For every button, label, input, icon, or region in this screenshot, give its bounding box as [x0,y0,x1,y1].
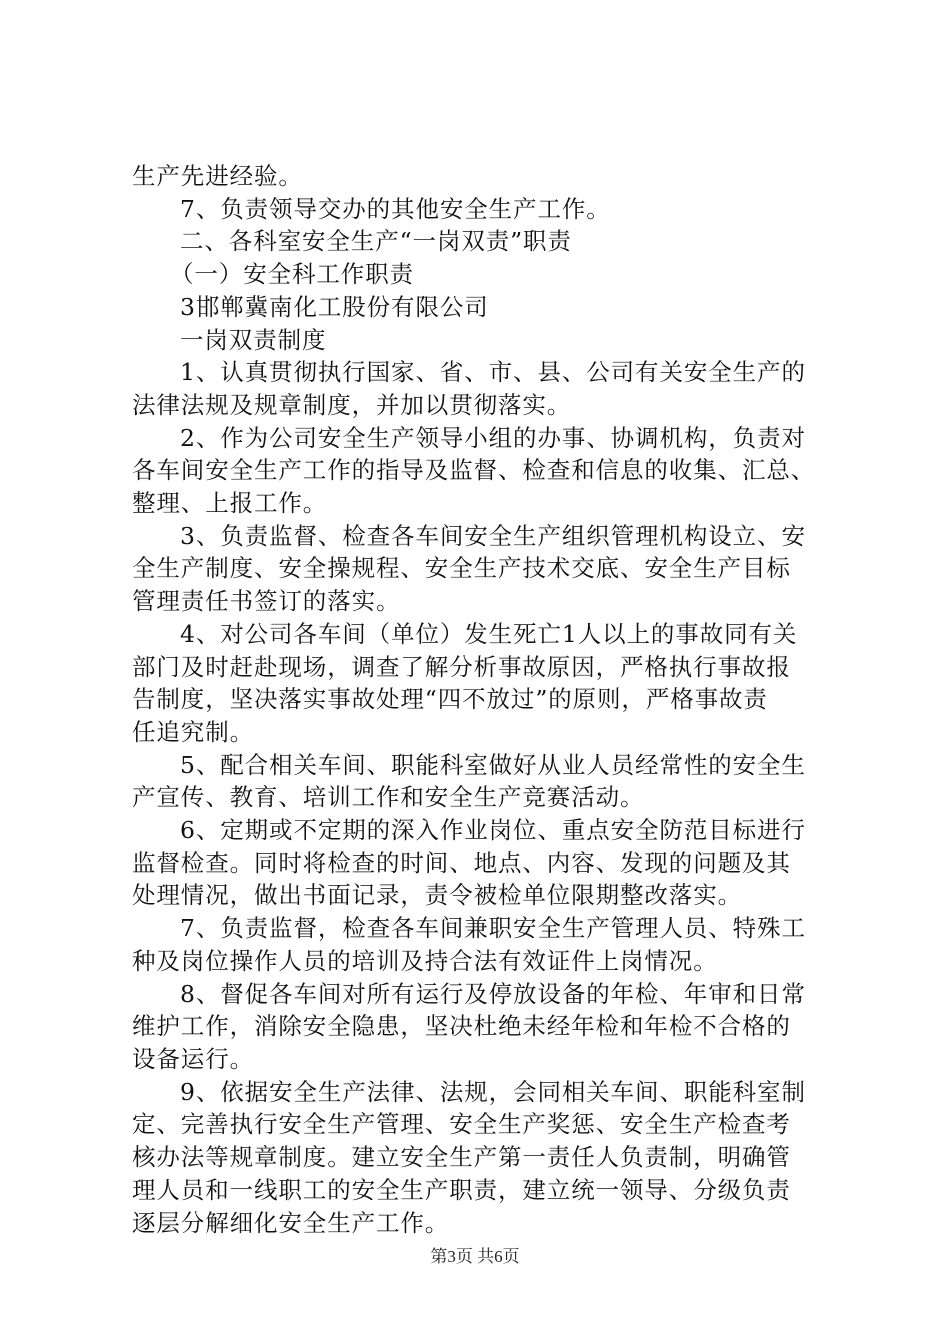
text-line: 设备运行。 [132,1044,254,1073]
text-line: 2、作为公司安全生产领导小组的办事、协调机构，负责对 [180,423,806,452]
text-line: 各车间安全生产工作的指导及监督、检查和信息的收集、汇总、 [132,456,816,485]
text-line: 7、负责领导交办的其他安全生产工作。 [180,194,611,223]
text-line: 告制度，坚决落实事故处理“四不放过”的原则，严格事故责 [132,685,768,714]
text-line: 管理责任书签订的落实。 [132,587,401,616]
text-line: 理人员和一线职工的安全生产职责，建立统一领导、分级负责 [132,1175,791,1204]
text-line: 5、配合相关车间、职能科室做好从业人员经常性的安全生 [180,750,806,779]
text-line: 全生产制度、安全操规程、安全生产技术交底、安全生产目标 [132,554,791,583]
page-footer: 第3页 共6页 [430,1247,520,1266]
text-line: 定、完善执行安全生产管理、安全生产奖惩、安全生产检查考 [132,1110,791,1139]
text-line: 法律法规及规章制度，并加以贯彻落实。 [132,390,572,419]
text-line: 逐层分解细化安全生产工作。 [132,1208,450,1237]
text-line: （一）安全科工作职责 [170,260,414,289]
text-line: 处理情况，做出书面记录，责令被检单位限期整改落实。 [132,881,742,910]
text-line: 9、依据安全生产法律、法规，会同相关车间、职能科室制 [180,1077,806,1106]
text-line: 3、负责监督、检查各车间安全生产组织管理机构设立、安 [180,521,806,550]
text-line: 监督检查。同时将检查的时间、地点、内容、发现的问题及其 [132,848,791,877]
text-line: 生产先进经验。 [132,162,303,190]
document-body [132,160,858,1239]
text-line: 一岗双责制度 [180,325,327,354]
text-line: 核办法等规章制度。建立安全生产第一责任人负责制，明确管 [132,1143,791,1172]
text-line: 1、认真贯彻执行国家、省、市、县、公司有关安全生产的 [180,358,806,387]
text-line: 维护工作，消除安全隐患，坚决杜绝未经年检和年检不合格的 [132,1012,791,1041]
text-line: 6、定期或不定期的深入作业岗位、重点安全防范目标进行 [180,816,806,845]
text-line: 8、督促各车间对所有运行及停放设备的年检、年审和日常 [180,979,806,1008]
text-line: 种及岗位操作人员的培训及持合法有效证件上岗情况。 [132,946,718,975]
text-line: 3邯郸冀南化工股份有限公司 [180,292,489,321]
text-line: 整理、上报工作。 [132,489,328,518]
text-line: 产宣传、教育、培训工作和安全生产竞赛活动。 [132,783,645,812]
text-line: 7、负责监督，检查各车间兼职安全生产管理人员、特殊工 [180,914,806,943]
text-line: 二、各科室安全生产“一岗双责”职责 [180,227,572,256]
text-line: 部门及时赶赴现场，调查了解分析事故原因，严格执行事故报 [132,652,791,681]
text-line: 任追究制。 [132,717,254,746]
text-line: 4、对公司各车间（单位）发生死亡1人以上的事故同有关 [180,619,798,648]
